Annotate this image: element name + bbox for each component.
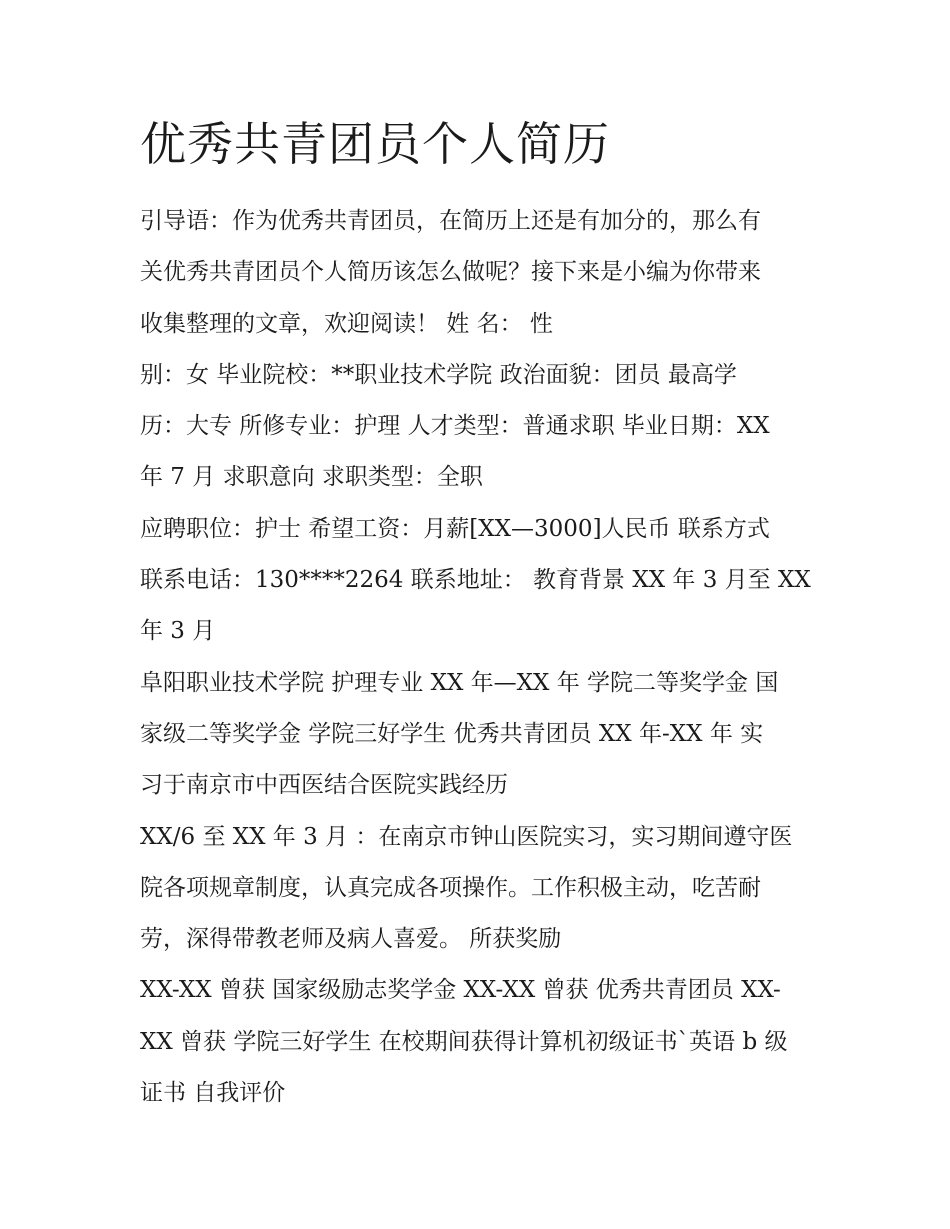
text-line: 年 7 月 求职意向 求职类型：全职 [140, 464, 483, 491]
text-line: 家级二等奖学金 学院三好学生 优秀共青团员 XX 年-XX 年 实 [140, 720, 764, 747]
text-line: 引导语：作为优秀共青团员，在简历上还是有加分的，那么有 [140, 208, 761, 234]
text-line: 证书 自我评价 [140, 1080, 286, 1107]
text-line: 劳，深得带教老师及病人喜爱。 所获奖励 [140, 926, 562, 953]
text-line: 习于南京市中西医结合医院实践经历 [140, 772, 508, 799]
text-line: 年 3 月 [140, 618, 216, 645]
text-line: 历：大专 所修专业：护理 人才类型：普通求职 毕业日期：XX [140, 413, 770, 440]
document-body [140, 196, 830, 1119]
text-line: 关优秀共青团员个人简历该怎么做呢？接下来是小编为你带来 [140, 259, 761, 286]
page-title: 优秀共青团员个人简历 [140, 117, 610, 171]
text-line: 应聘职位：护士 希望工资：月薪[XX—3000]人民币 联系方式 [140, 515, 770, 542]
text-line: 收集整理的文章，欢迎阅读！ 姓 名： 性 [140, 310, 553, 337]
text-line: 阜阳职业技术学院 护理专业 XX 年—XX 年 学院二等奖学金 国 [140, 669, 779, 696]
text-line: 别：女 毕业院校：**职业技术学院 政治面貌：团员 最高学 [140, 361, 737, 388]
text-line: XX 曾获 学院三好学生 在校期间获得计算机初级证书`英语 b 级 [140, 1028, 788, 1055]
text-line: 院各项规章制度，认真完成各项操作。工作积极主动，吃苦耐 [140, 874, 761, 901]
text-line: XX/6 至 XX 年 3 月 ：在南京市钟山医院实习，实习期间遵守医 [140, 823, 793, 850]
text-line: XX-XX 曾获 国家级励志奖学金 XX-XX 曾获 优秀共青团员 XX- [140, 977, 781, 1004]
text-line: 联系电话：130****2264 联系地址： 教育背景 XX 年 3 月至 XX [140, 567, 811, 594]
